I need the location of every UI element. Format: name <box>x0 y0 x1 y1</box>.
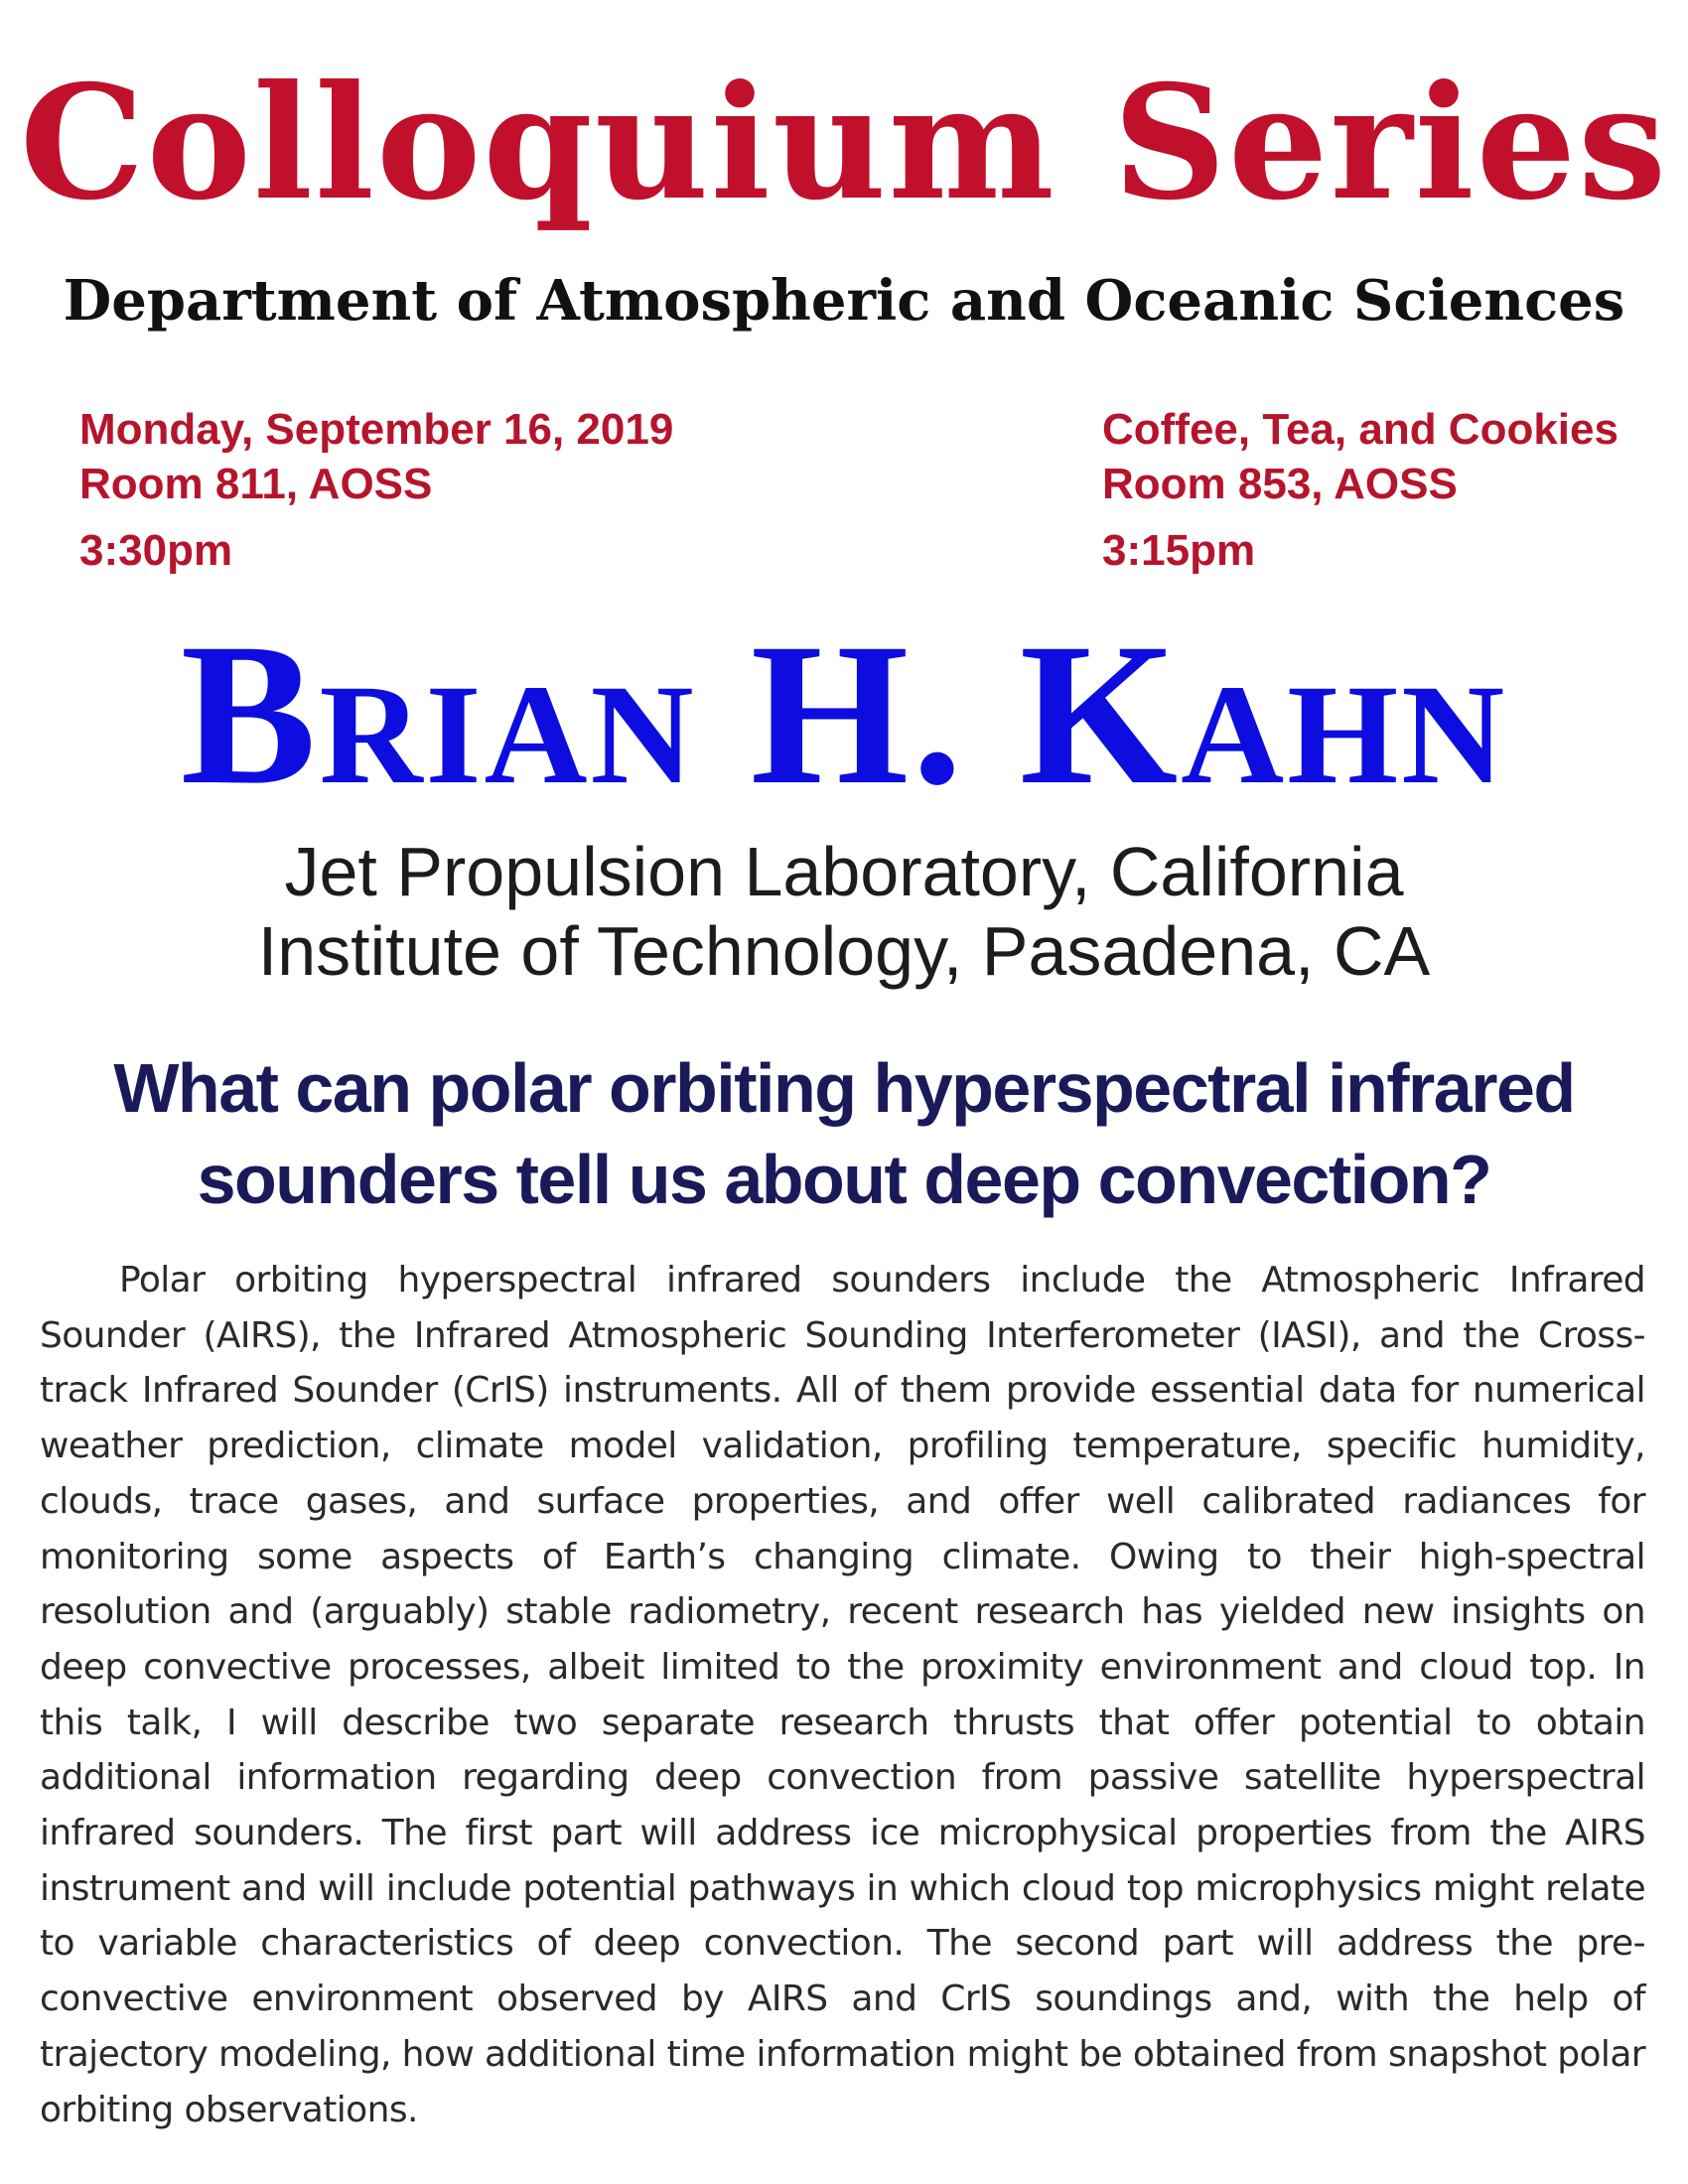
series-title: Colloquium Series <box>19 52 1669 235</box>
reception-room: Room 853, AOSS <box>1102 460 1458 508</box>
reception-time: 3:15pm <box>1102 526 1256 575</box>
affiliation-line-1: Jet Propulsion Laboratory, California <box>284 833 1404 910</box>
speaker-name: Brian H. Kahn <box>180 602 1508 827</box>
event-time: 3:30pm <box>79 526 233 575</box>
event-date: Monday, September 16, 2019 <box>79 405 674 454</box>
talk-title <box>0 1042 1688 1225</box>
department-name: Department of Atmospheric and Oceanic Sciences <box>63 268 1625 334</box>
reception-details <box>1102 402 1618 578</box>
event-room: Room 811, AOSS <box>79 460 433 508</box>
affiliation-line-2: Institute of Technology, Pasadena, CA <box>257 912 1431 990</box>
talk-title-line-2: sounders tell us about deep convection? <box>197 1141 1491 1218</box>
reception-label: Coffee, Tea, and Cookies <box>1102 405 1618 454</box>
event-details <box>79 402 673 578</box>
talk-title-line-1: What can polar orbiting hyperspectral infrared <box>113 1049 1575 1127</box>
talk-abstract: Polar orbiting hyperspectral infrared sounders include the Atmospheric Infrared Sounder (AIRS), the Infrared Atmospheric Sounding Interferometer (IASI), and the Cross-track Infrared Sounder (CrIS) instruments. All of them provide essential data for numerical weather prediction, climate model validation, profiling temperature, specific humidity, clouds, trace gases, and surface properties, and offer well calibrated radiances for monitoring some aspects of Earth’s changing climate. Owing to their high-spectral resolution and (arguably) stable radiometry, recent research has yielded new insights on deep convective processes, albeit limited to the proximity environment and cloud top. In this talk, I will describe two separate research thrusts that offer potential to obtain additional information regarding deep convection from passive satellite hyperspectral infrared sounders. The first part will address ice microphysical properties from the AIRS instrument and will include potential pathways in which cloud top microphysics might relate to variable characteristics of deep convection. The second part will address the pre-convective environment observed by AIRS and CrIS soundings and, with the help of trajectory modeling, how additional time information might be obtained from snapshot polar orbiting observations. <box>40 1260 1645 2130</box>
speaker-affiliation <box>0 832 1688 991</box>
